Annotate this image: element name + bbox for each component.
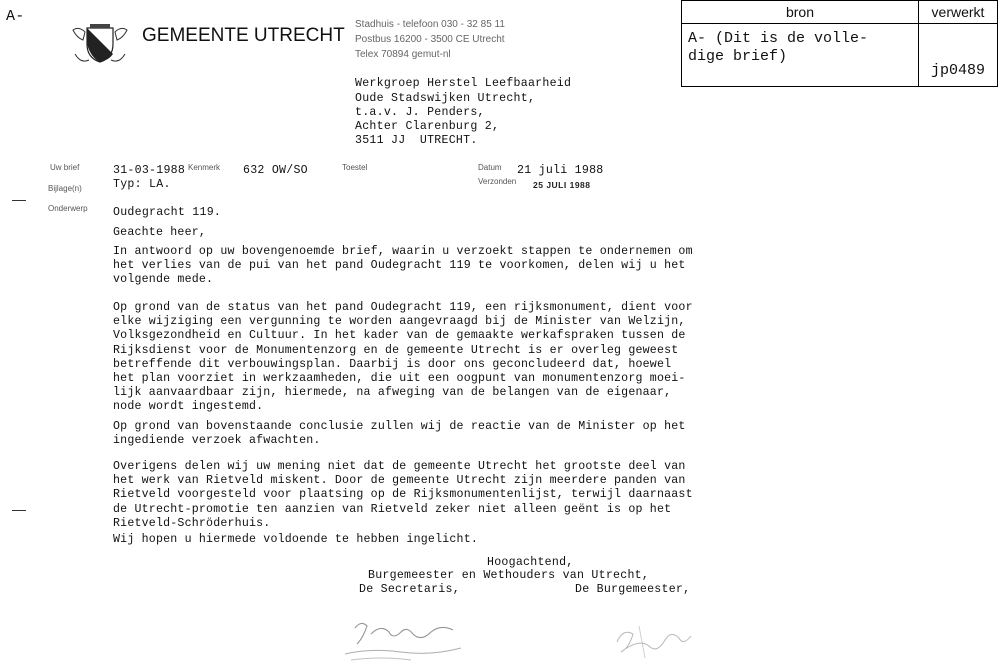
corner-mark: A- bbox=[6, 8, 25, 25]
closing-line: Burgemeester en Wethouders van Utrecht, bbox=[368, 569, 650, 582]
secretaris-signature bbox=[322, 596, 471, 671]
verwerkt-cell: jp0489 bbox=[919, 24, 998, 87]
recipient-line: Werkgroep Herstel Leefbaarheid bbox=[355, 77, 572, 90]
body-paragraph: Op grond van bovenstaande conclusie zullen wij de reactie van de Minister op het ingediende verzoek afwachten. bbox=[113, 420, 686, 448]
recipient-line: Oude Stadswijken Utrecht, bbox=[355, 92, 536, 105]
burgemeester-title: De Burgemeester, bbox=[575, 583, 691, 596]
coat-of-arms-logo bbox=[50, 6, 131, 71]
recipient-line: Achter Clarenburg 2, bbox=[355, 120, 500, 133]
verzonden-label: Verzonden bbox=[478, 177, 517, 186]
fold-mark bbox=[12, 200, 26, 201]
kenmerk-label: Kenmerk bbox=[188, 163, 221, 172]
typ-value: Typ: LA. bbox=[113, 178, 171, 191]
toestel-label: Toestel bbox=[342, 163, 368, 172]
recipient-line: t.a.v. J. Penders, bbox=[355, 106, 485, 119]
bron-table bbox=[681, 0, 998, 87]
uw-brief-value: 31-03-1988 bbox=[113, 164, 186, 177]
bron-header: bron bbox=[682, 1, 919, 24]
uw-brief-label: Uw brief bbox=[50, 163, 80, 172]
body-paragraph: Overigens delen wij uw mening niet dat de gemeente Utrecht het grootste deel van het werk van Rietveld miskent. Door de gemeente Utrecht zijn meerdere panden van Rietveld voorgesteld voor plaatsing op de Rijksmonumentenlijst, terwijl daarnaast de Utrecht-promotie ten aanzien van Rietveld zeker niet alleen geënt is op het Rietveld-Schröderhuis. bbox=[113, 460, 693, 530]
contact-postbus: Postbus 16200 - 3500 CE Utrecht bbox=[355, 34, 505, 45]
verzonden-stamp: 25 JULI 1988 bbox=[533, 180, 591, 190]
body-paragraph: In antwoord op uw bovengenoemde brief, waarin u verzoekt stappen te ondernemen om het verlies van de pui van het pand Oudegracht 119 te voorkomen, delen wij u het volgende mede. bbox=[113, 245, 693, 287]
body-paragraph: Wij hopen u hiermede voldoende te hebben ingelicht. bbox=[113, 533, 479, 546]
letterhead-title: GEMEENTE UTRECHT bbox=[142, 25, 345, 46]
contact-telex: Telex 70894 gemut-nl bbox=[355, 49, 451, 60]
onderwerp-label: Onderwerp bbox=[48, 204, 88, 213]
datum-value: 21 juli 1988 bbox=[517, 164, 604, 177]
verwerkt-header: verwerkt bbox=[919, 1, 998, 24]
burgemeester-signature bbox=[590, 600, 699, 669]
recipient-line: 3511 JJ UTRECHT. bbox=[355, 134, 478, 147]
contact-phone: Stadhuis - telefoon 030 - 32 85 11 bbox=[355, 19, 505, 30]
secretaris-title: De Secretaris, bbox=[359, 583, 460, 596]
onderwerp-value: Oudegracht 119. bbox=[113, 206, 222, 219]
bron-cell: A- (Dit is de volle- dige brief) bbox=[682, 24, 919, 87]
fold-mark bbox=[12, 510, 26, 511]
datum-label: Datum bbox=[478, 163, 502, 172]
body-paragraph: Op grond van de status van het pand Oudegracht 119, een rijksmonument, dient voor elke wijziging een vergunning te worden aangevraagd bij de Minister van Welzijn, Volksgezondheid en Cultuur. In het kader van de gemaakte werkafspraken tussen de Rijksdienst voor de Monumentenzorg en de gemeente Utrecht is er overleg geweest betreffende dit verbouwingsplan. Daarbij is door ons geconcludeerd dat, hoewel het plan voorziet in werkzaamheden, die uit een oogpunt van monumentenzorg moei- lijk aanvaardbaar zijn, hiermede, na afweging van de belangen van de eigenaar, node wordt ingestemd. bbox=[113, 301, 693, 414]
closing-greeting: Hoogachtend, bbox=[487, 556, 574, 569]
salutation: Geachte heer, bbox=[113, 226, 207, 239]
bijlagen-label: Bijlage(n) bbox=[48, 184, 82, 193]
kenmerk-value: 632 OW/SO bbox=[243, 164, 308, 177]
